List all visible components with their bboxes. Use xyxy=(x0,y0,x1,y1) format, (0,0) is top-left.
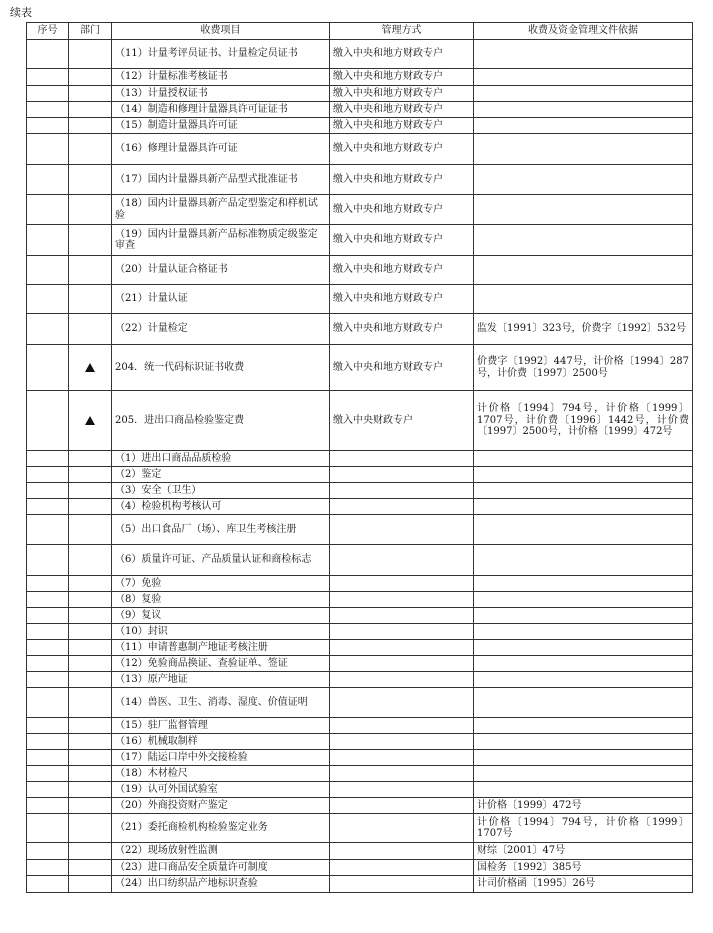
table-row xyxy=(27,734,693,750)
table-row xyxy=(27,40,693,69)
cell-mgmt: 缴入中央和地方财政专户 xyxy=(330,118,474,134)
cell-seq xyxy=(27,766,69,782)
cell-basis xyxy=(474,750,693,766)
cell-seq xyxy=(27,451,69,467)
cell-seq xyxy=(27,782,69,798)
cell-mgmt: 缴入中央和地方财政专户 xyxy=(330,225,474,256)
cell-dept xyxy=(69,134,112,165)
cell-dept xyxy=(69,656,112,672)
cell-basis xyxy=(474,640,693,656)
cell-seq xyxy=(27,285,69,314)
table-row xyxy=(27,782,693,798)
fee-table xyxy=(26,22,693,893)
cell-dept xyxy=(69,86,112,102)
cell-dept xyxy=(69,672,112,688)
table-row xyxy=(27,118,693,134)
cell-item: （9）复议 xyxy=(112,608,330,624)
table-row xyxy=(27,766,693,782)
cell-basis xyxy=(474,69,693,86)
table-row xyxy=(27,750,693,766)
cell-basis xyxy=(474,451,693,467)
cell-mgmt xyxy=(330,843,474,860)
cell-mgmt xyxy=(330,766,474,782)
cell-dept xyxy=(69,314,112,345)
cell-dept xyxy=(69,225,112,256)
cell-item: （2）鉴定 xyxy=(112,467,330,483)
cell-mgmt xyxy=(330,798,474,814)
cell-basis: 计司价格函〔1995〕26号 xyxy=(474,876,693,893)
cell-basis xyxy=(474,672,693,688)
cell-basis xyxy=(474,545,693,576)
cell-item: （21）计量认证 xyxy=(112,285,330,314)
cell-item: （4）检验机构考核认可 xyxy=(112,499,330,515)
cell-mgmt xyxy=(330,576,474,592)
table-row xyxy=(27,134,693,165)
cell-dept xyxy=(69,688,112,718)
cell-basis xyxy=(474,118,693,134)
cell-basis xyxy=(474,40,693,69)
cell-dept xyxy=(69,483,112,499)
table-row xyxy=(27,285,693,314)
cell-seq xyxy=(27,576,69,592)
table-row xyxy=(27,451,693,467)
cell-mgmt xyxy=(330,608,474,624)
cell-seq xyxy=(27,165,69,195)
cell-item: （17）国内计量器具新产品型式批准证书 xyxy=(112,165,330,195)
cell-item: （22）现场放射性监测 xyxy=(112,843,330,860)
cell-mgmt: 缴入中央和地方财政专户 xyxy=(330,134,474,165)
table-row xyxy=(27,515,693,545)
cell-item: （5）出口食品厂（场）、库卫生考核注册 xyxy=(112,515,330,545)
cell-seq xyxy=(27,69,69,86)
table-body xyxy=(27,40,693,893)
table-row xyxy=(27,640,693,656)
table-row xyxy=(27,624,693,640)
cell-item: （20）外商投资财产鉴定 xyxy=(112,798,330,814)
table-row xyxy=(27,718,693,734)
header-seq: 序号 xyxy=(27,23,69,40)
triangle-marker-icon xyxy=(85,363,95,372)
cell-mgmt: 缴入中央和地方财政专户 xyxy=(330,314,474,345)
cell-basis xyxy=(474,766,693,782)
cell-dept xyxy=(69,640,112,656)
cell-basis: 计价格〔1994〕794号，计价格〔1999〕1707号，计价费〔1996〕1442号，计价费〔1997〕2500号，计价格〔1999〕472号 xyxy=(474,391,693,451)
cell-dept xyxy=(69,40,112,69)
cell-basis xyxy=(474,499,693,515)
cell-basis xyxy=(474,225,693,256)
cell-mgmt xyxy=(330,640,474,656)
cell-mgmt xyxy=(330,545,474,576)
cell-mgmt xyxy=(330,499,474,515)
table-row xyxy=(27,545,693,576)
cell-mgmt: 缴入中央财政专户 xyxy=(330,391,474,451)
cell-item: （12）计量标准考核证书 xyxy=(112,69,330,86)
cell-dept xyxy=(69,592,112,608)
cell-mgmt: 缴入中央和地方财政专户 xyxy=(330,345,474,391)
cell-dept xyxy=(69,814,112,843)
cell-item: （16）修理计量器具许可证 xyxy=(112,134,330,165)
cell-item: （15）制造计量器具许可证 xyxy=(112,118,330,134)
table-row xyxy=(27,165,693,195)
table-row xyxy=(27,608,693,624)
header-mgmt: 管理方式 xyxy=(330,23,474,40)
table-row xyxy=(27,314,693,345)
cell-mgmt xyxy=(330,451,474,467)
cell-basis xyxy=(474,86,693,102)
cell-seq xyxy=(27,256,69,285)
cell-seq xyxy=(27,134,69,165)
cell-basis xyxy=(474,782,693,798)
cell-dept xyxy=(69,750,112,766)
cell-mgmt xyxy=(330,624,474,640)
table-row xyxy=(27,672,693,688)
cell-dept xyxy=(69,195,112,225)
cell-basis xyxy=(474,624,693,640)
cell-seq xyxy=(27,734,69,750)
cell-seq xyxy=(27,718,69,734)
cell-seq xyxy=(27,640,69,656)
table-row xyxy=(27,843,693,860)
cell-seq xyxy=(27,843,69,860)
cell-seq xyxy=(27,608,69,624)
cell-dept xyxy=(69,467,112,483)
cell-basis: 价费字〔1992〕447号，计价格〔1994〕287号，计价费〔1997〕2500号 xyxy=(474,345,693,391)
table-row xyxy=(27,576,693,592)
cell-item: （23）进口商品安全质量许可制度 xyxy=(112,860,330,876)
cell-seq xyxy=(27,750,69,766)
cell-basis xyxy=(474,608,693,624)
cell-mgmt xyxy=(330,782,474,798)
cell-basis xyxy=(474,576,693,592)
cell-item: （13）原产地证 xyxy=(112,672,330,688)
table-row xyxy=(27,592,693,608)
cell-dept xyxy=(69,766,112,782)
cell-mgmt xyxy=(330,515,474,545)
cell-dept xyxy=(69,391,112,451)
cell-seq xyxy=(27,624,69,640)
cell-mgmt: 缴入中央和地方财政专户 xyxy=(330,40,474,69)
cell-item: （11）申请普惠制产地证考核注册 xyxy=(112,640,330,656)
cell-mgmt xyxy=(330,467,474,483)
cell-seq xyxy=(27,688,69,718)
cell-mgmt: 缴入中央和地方财政专户 xyxy=(330,195,474,225)
header-basis: 收费及资金管理文件依据 xyxy=(474,23,693,40)
cell-item: （3）安全（卫生） xyxy=(112,483,330,499)
cell-basis: 计价格〔1999〕472号 xyxy=(474,798,693,814)
cell-dept xyxy=(69,285,112,314)
cell-seq xyxy=(27,391,69,451)
cell-mgmt xyxy=(330,718,474,734)
cell-seq xyxy=(27,86,69,102)
cell-seq xyxy=(27,40,69,69)
cell-seq xyxy=(27,860,69,876)
table-row xyxy=(27,656,693,672)
header-dept: 部门 xyxy=(69,23,112,40)
cell-dept xyxy=(69,69,112,86)
cell-seq xyxy=(27,798,69,814)
table-row xyxy=(27,483,693,499)
table-row xyxy=(27,860,693,876)
cell-item: 204．统一代码标识证书收费 xyxy=(112,345,330,391)
table-row xyxy=(27,391,693,451)
cell-seq xyxy=(27,195,69,225)
table-row xyxy=(27,499,693,515)
cell-dept xyxy=(69,860,112,876)
cell-basis xyxy=(474,592,693,608)
cell-seq xyxy=(27,814,69,843)
cell-dept xyxy=(69,256,112,285)
table-row xyxy=(27,225,693,256)
table-caption: 续表 xyxy=(10,6,32,19)
cell-dept xyxy=(69,499,112,515)
cell-seq xyxy=(27,225,69,256)
cell-basis xyxy=(474,467,693,483)
cell-dept xyxy=(69,843,112,860)
cell-item: （17）陆运口岸中外交接检验 xyxy=(112,750,330,766)
cell-dept xyxy=(69,876,112,893)
cell-dept xyxy=(69,102,112,118)
table-row xyxy=(27,798,693,814)
cell-item: （14）制造和修理计量器具许可证证书 xyxy=(112,102,330,118)
cell-dept xyxy=(69,118,112,134)
cell-mgmt xyxy=(330,688,474,718)
cell-item: （14）兽医、卫生、消毒、湿度、价值证明 xyxy=(112,688,330,718)
cell-mgmt: 缴入中央和地方财政专户 xyxy=(330,285,474,314)
cell-basis xyxy=(474,734,693,750)
table-row xyxy=(27,69,693,86)
table-row xyxy=(27,467,693,483)
cell-seq xyxy=(27,483,69,499)
cell-item: （22）计量检定 xyxy=(112,314,330,345)
cell-basis xyxy=(474,515,693,545)
cell-mgmt xyxy=(330,672,474,688)
cell-basis xyxy=(474,102,693,118)
cell-dept xyxy=(69,624,112,640)
cell-item: （11）计量考评员证书、计量检定员证书 xyxy=(112,40,330,69)
cell-mgmt: 缴入中央和地方财政专户 xyxy=(330,256,474,285)
cell-item: （19）国内计量器具新产品标准物质定级鉴定审查 xyxy=(112,225,330,256)
cell-basis xyxy=(474,285,693,314)
cell-item: 205．进出口商品检验鉴定费 xyxy=(112,391,330,451)
cell-basis: 国检务〔1992〕385号 xyxy=(474,860,693,876)
cell-seq xyxy=(27,876,69,893)
table-row xyxy=(27,688,693,718)
cell-seq xyxy=(27,592,69,608)
cell-dept xyxy=(69,798,112,814)
cell-basis xyxy=(474,256,693,285)
table-row xyxy=(27,102,693,118)
cell-dept xyxy=(69,782,112,798)
cell-seq xyxy=(27,102,69,118)
cell-basis: 财综〔2001〕47号 xyxy=(474,843,693,860)
cell-mgmt: 缴入中央和地方财政专户 xyxy=(330,102,474,118)
cell-dept xyxy=(69,515,112,545)
cell-dept xyxy=(69,734,112,750)
cell-basis xyxy=(474,483,693,499)
cell-item: （15）驻厂监督管理 xyxy=(112,718,330,734)
cell-item: （21）委托商检机构检验鉴定业务 xyxy=(112,814,330,843)
cell-seq xyxy=(27,467,69,483)
table-row xyxy=(27,814,693,843)
cell-mgmt xyxy=(330,592,474,608)
cell-dept xyxy=(69,718,112,734)
cell-item: （12）免验商品换证、查验证单、签证 xyxy=(112,656,330,672)
cell-seq xyxy=(27,314,69,345)
cell-item: （7）免验 xyxy=(112,576,330,592)
cell-basis xyxy=(474,688,693,718)
cell-mgmt xyxy=(330,876,474,893)
table-row xyxy=(27,256,693,285)
cell-basis xyxy=(474,718,693,734)
cell-item: （13）计量授权证书 xyxy=(112,86,330,102)
cell-item: （8）复验 xyxy=(112,592,330,608)
cell-dept xyxy=(69,545,112,576)
cell-dept xyxy=(69,451,112,467)
table-row xyxy=(27,345,693,391)
cell-seq xyxy=(27,515,69,545)
cell-dept xyxy=(69,608,112,624)
cell-item: （18）国内计量器具新产品定型鉴定和样机试验 xyxy=(112,195,330,225)
cell-mgmt: 缴入中央和地方财政专户 xyxy=(330,69,474,86)
cell-mgmt xyxy=(330,860,474,876)
cell-dept xyxy=(69,345,112,391)
cell-mgmt: 缴入中央和地方财政专户 xyxy=(330,86,474,102)
cell-mgmt xyxy=(330,814,474,843)
cell-mgmt xyxy=(330,734,474,750)
cell-mgmt: 缴入中央和地方财政专户 xyxy=(330,165,474,195)
cell-item: （20）计量认证合格证书 xyxy=(112,256,330,285)
cell-seq xyxy=(27,545,69,576)
cell-item: （6）质量许可证、产品质量认证和商检标志 xyxy=(112,545,330,576)
cell-item: （1）进出口商品品质检验 xyxy=(112,451,330,467)
cell-item: （19）认可外国试验室 xyxy=(112,782,330,798)
cell-seq xyxy=(27,672,69,688)
cell-item: （16）机械取制样 xyxy=(112,734,330,750)
cell-dept xyxy=(69,576,112,592)
cell-mgmt xyxy=(330,656,474,672)
cell-seq xyxy=(27,656,69,672)
table-row xyxy=(27,86,693,102)
cell-item: （18）木材检尺 xyxy=(112,766,330,782)
cell-dept xyxy=(69,165,112,195)
cell-item: （10）封识 xyxy=(112,624,330,640)
cell-seq xyxy=(27,499,69,515)
cell-basis: 计价格〔1994〕794号，计价格〔1999〕1707号 xyxy=(474,814,693,843)
cell-seq xyxy=(27,118,69,134)
cell-basis xyxy=(474,134,693,165)
cell-basis xyxy=(474,165,693,195)
cell-basis: 监发〔1991〕323号，价费字〔1992〕532号 xyxy=(474,314,693,345)
cell-basis xyxy=(474,195,693,225)
table-row xyxy=(27,876,693,893)
cell-mgmt xyxy=(330,750,474,766)
cell-item: （24）出口纺织品产地标识查验 xyxy=(112,876,330,893)
triangle-marker-icon xyxy=(85,416,95,425)
cell-basis xyxy=(474,656,693,672)
cell-mgmt xyxy=(330,483,474,499)
header-item: 收费项目 xyxy=(112,23,330,40)
header-row xyxy=(27,23,693,40)
cell-seq xyxy=(27,345,69,391)
table-row xyxy=(27,195,693,225)
